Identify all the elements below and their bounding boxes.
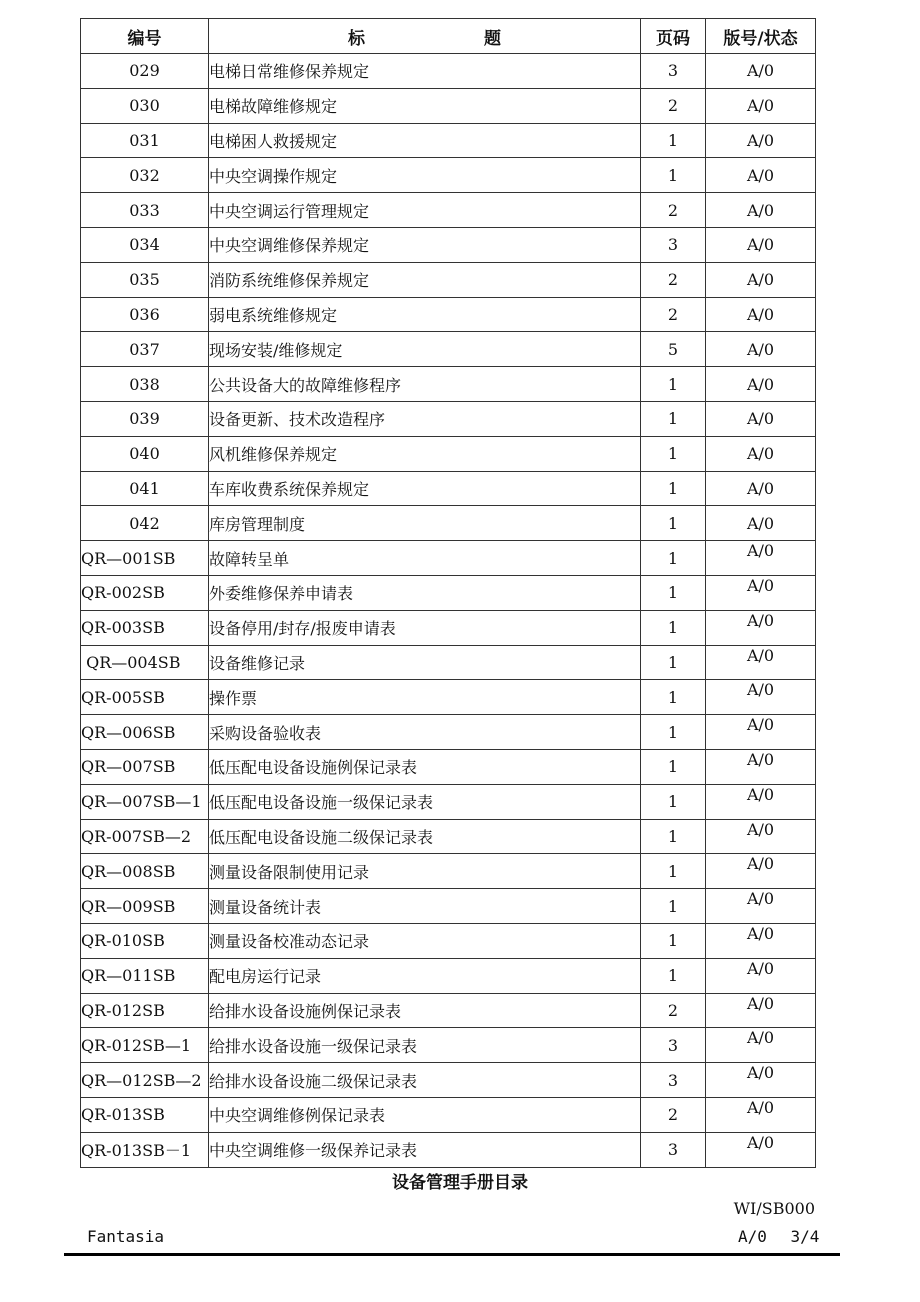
table-row [81,541,816,576]
row-page: 5 [641,332,706,367]
table-body [81,54,816,1168]
table-row [81,193,816,228]
row-title: 操作票 [209,680,641,715]
row-version: A/0 [706,436,816,471]
row-code: QR-013SB [81,1097,209,1132]
row-code: QR—006SB [81,715,209,750]
row-title: 给排水设备设施二级保记录表 [209,1063,641,1098]
table-row [81,749,816,784]
row-code: QR—007SB—1 [81,784,209,819]
row-code: QR—009SB [81,889,209,924]
row-version: A/0 [706,1097,816,1132]
row-version: A/0 [706,401,816,436]
table-row [81,889,816,924]
table-row [81,1097,816,1132]
row-page: 1 [641,958,706,993]
row-page: 1 [641,541,706,576]
table-row [81,923,816,958]
version-page-info: A/0 3/4 [738,1227,820,1246]
table-row [81,1028,816,1063]
row-code: 031 [81,123,209,158]
table-row [81,819,816,854]
row-code: 033 [81,193,209,228]
table-row [81,610,816,645]
row-title: 中央空调维修保养规定 [209,227,641,262]
header-version: 版号/状态 [706,19,816,54]
row-title: 中央空调操作规定 [209,158,641,193]
row-version: A/0 [706,680,816,715]
row-code: QR—001SB [81,541,209,576]
document-number: WI/SB000 [733,1199,815,1218]
row-title: 中央空调维修一级保养记录表 [209,1132,641,1167]
row-code: QR—012SB—2 [81,1063,209,1098]
row-version: A/0 [706,262,816,297]
row-code: QR-013SB－1 [81,1132,209,1167]
document-title: 设备管理手册目录 [392,1173,528,1193]
row-version: A/0 [706,1063,816,1098]
row-code: QR—008SB [81,854,209,889]
row-version: A/0 [706,471,816,506]
row-page: 1 [641,610,706,645]
row-version: A/0 [706,123,816,158]
table-row [81,227,816,262]
row-code: 030 [81,88,209,123]
row-version: A/0 [706,54,816,89]
row-page: 1 [641,575,706,610]
row-version: A/0 [706,332,816,367]
row-page: 3 [641,54,706,89]
row-code: QR-005SB [81,680,209,715]
row-title: 低压配电设备设施二级保记录表 [209,819,641,854]
row-page: 1 [641,123,706,158]
row-title: 电梯困人救援规定 [209,123,641,158]
row-title: 测量设备统计表 [209,889,641,924]
table-row [81,854,816,889]
row-version: A/0 [706,854,816,889]
row-page: 1 [641,158,706,193]
row-page: 3 [641,1132,706,1167]
row-version: A/0 [706,88,816,123]
header-page: 页码 [641,19,706,54]
row-code: 039 [81,401,209,436]
row-version: A/0 [706,1132,816,1167]
table-row [81,645,816,680]
row-version: A/0 [706,575,816,610]
row-page: 2 [641,993,706,1028]
row-code: 036 [81,297,209,332]
row-version: A/0 [706,297,816,332]
table-row [81,715,816,750]
table-header-row [81,19,816,54]
company-name: Fantasia [87,1227,165,1246]
row-code: QR—007SB [81,749,209,784]
table-row [81,506,816,541]
table-row [81,471,816,506]
row-code: QR-010SB [81,923,209,958]
row-version: A/0 [706,193,816,228]
row-title: 中央空调运行管理规定 [209,193,641,228]
row-code: QR-007SB—2 [81,819,209,854]
row-title: 低压配电设备设施例保记录表 [209,749,641,784]
table-row [81,367,816,402]
toc-table [80,18,816,1168]
row-version: A/0 [706,645,816,680]
row-version: A/0 [706,889,816,924]
table-row [81,88,816,123]
row-page: 1 [641,506,706,541]
row-title: 电梯故障维修规定 [209,88,641,123]
row-page: 1 [641,471,706,506]
row-code: 038 [81,367,209,402]
row-title: 给排水设备设施一级保记录表 [209,1028,641,1063]
row-page: 1 [641,645,706,680]
row-version: A/0 [706,227,816,262]
row-page: 1 [641,889,706,924]
row-title: 给排水设备设施例保记录表 [209,993,641,1028]
row-title: 电梯日常维修保养规定 [209,54,641,89]
row-title: 低压配电设备设施一级保记录表 [209,784,641,819]
row-version: A/0 [706,749,816,784]
row-title: 库房管理制度 [209,506,641,541]
table-row [81,680,816,715]
row-page: 2 [641,297,706,332]
row-page: 2 [641,262,706,297]
row-code: QR-012SB [81,993,209,1028]
row-version: A/0 [706,506,816,541]
row-code: 034 [81,227,209,262]
row-code: 037 [81,332,209,367]
row-title: 弱电系统维修规定 [209,297,641,332]
row-version: A/0 [706,158,816,193]
row-code: 035 [81,262,209,297]
row-title: 配电房运行记录 [209,958,641,993]
table-row [81,123,816,158]
row-title: 车库收费系统保养规定 [209,471,641,506]
header-code: 编号 [81,19,209,54]
row-title: 现场安装/维修规定 [209,332,641,367]
header-title: 标 题 [209,19,641,54]
row-title: 风机维修保养规定 [209,436,641,471]
row-code: QR—004SB [81,645,209,680]
table-row [81,1132,816,1167]
row-page: 1 [641,715,706,750]
row-title: 中央空调维修例保记录表 [209,1097,641,1132]
row-version: A/0 [706,715,816,750]
row-page: 3 [641,1063,706,1098]
row-version: A/0 [706,367,816,402]
row-title: 采购设备验收表 [209,715,641,750]
row-page: 1 [641,923,706,958]
row-page: 1 [641,680,706,715]
table-row [81,1063,816,1098]
row-title: 设备更新、技术改造程序 [209,401,641,436]
row-version: A/0 [706,958,816,993]
row-title: 公共设备大的故障维修程序 [209,367,641,402]
table-row [81,575,816,610]
table-row [81,54,816,89]
row-title: 外委维修保养申请表 [209,575,641,610]
row-title: 测量设备限制使用记录 [209,854,641,889]
footer-divider [64,1253,840,1256]
row-page: 3 [641,227,706,262]
row-title: 故障转呈单 [209,541,641,576]
row-title: 测量设备校准动态记录 [209,923,641,958]
row-page: 3 [641,1028,706,1063]
table-row [81,401,816,436]
table-row [81,332,816,367]
row-code: QR-003SB [81,610,209,645]
row-page: 1 [641,854,706,889]
row-version: A/0 [706,610,816,645]
table-row [81,297,816,332]
row-page: 1 [641,784,706,819]
row-code: 029 [81,54,209,89]
row-code: 032 [81,158,209,193]
row-code: 042 [81,506,209,541]
table-row [81,784,816,819]
row-code: 040 [81,436,209,471]
row-page: 1 [641,749,706,784]
row-page: 2 [641,88,706,123]
row-page: 2 [641,193,706,228]
table-row [81,436,816,471]
row-title: 设备维修记录 [209,645,641,680]
row-page: 1 [641,436,706,471]
row-code: 041 [81,471,209,506]
table-row [81,958,816,993]
row-version: A/0 [706,784,816,819]
table-row [81,993,816,1028]
row-version: A/0 [706,541,816,576]
row-title: 消防系统维修保养规定 [209,262,641,297]
row-code: QR—011SB [81,958,209,993]
row-version: A/0 [706,923,816,958]
table-row [81,158,816,193]
row-code: QR-002SB [81,575,209,610]
row-code: QR-012SB—1 [81,1028,209,1063]
row-version: A/0 [706,819,816,854]
row-page: 1 [641,819,706,854]
row-page: 1 [641,367,706,402]
row-title: 设备停用/封存/报废申请表 [209,610,641,645]
row-version: A/0 [706,993,816,1028]
row-page: 1 [641,401,706,436]
table-row [81,262,816,297]
row-page: 2 [641,1097,706,1132]
row-version: A/0 [706,1028,816,1063]
